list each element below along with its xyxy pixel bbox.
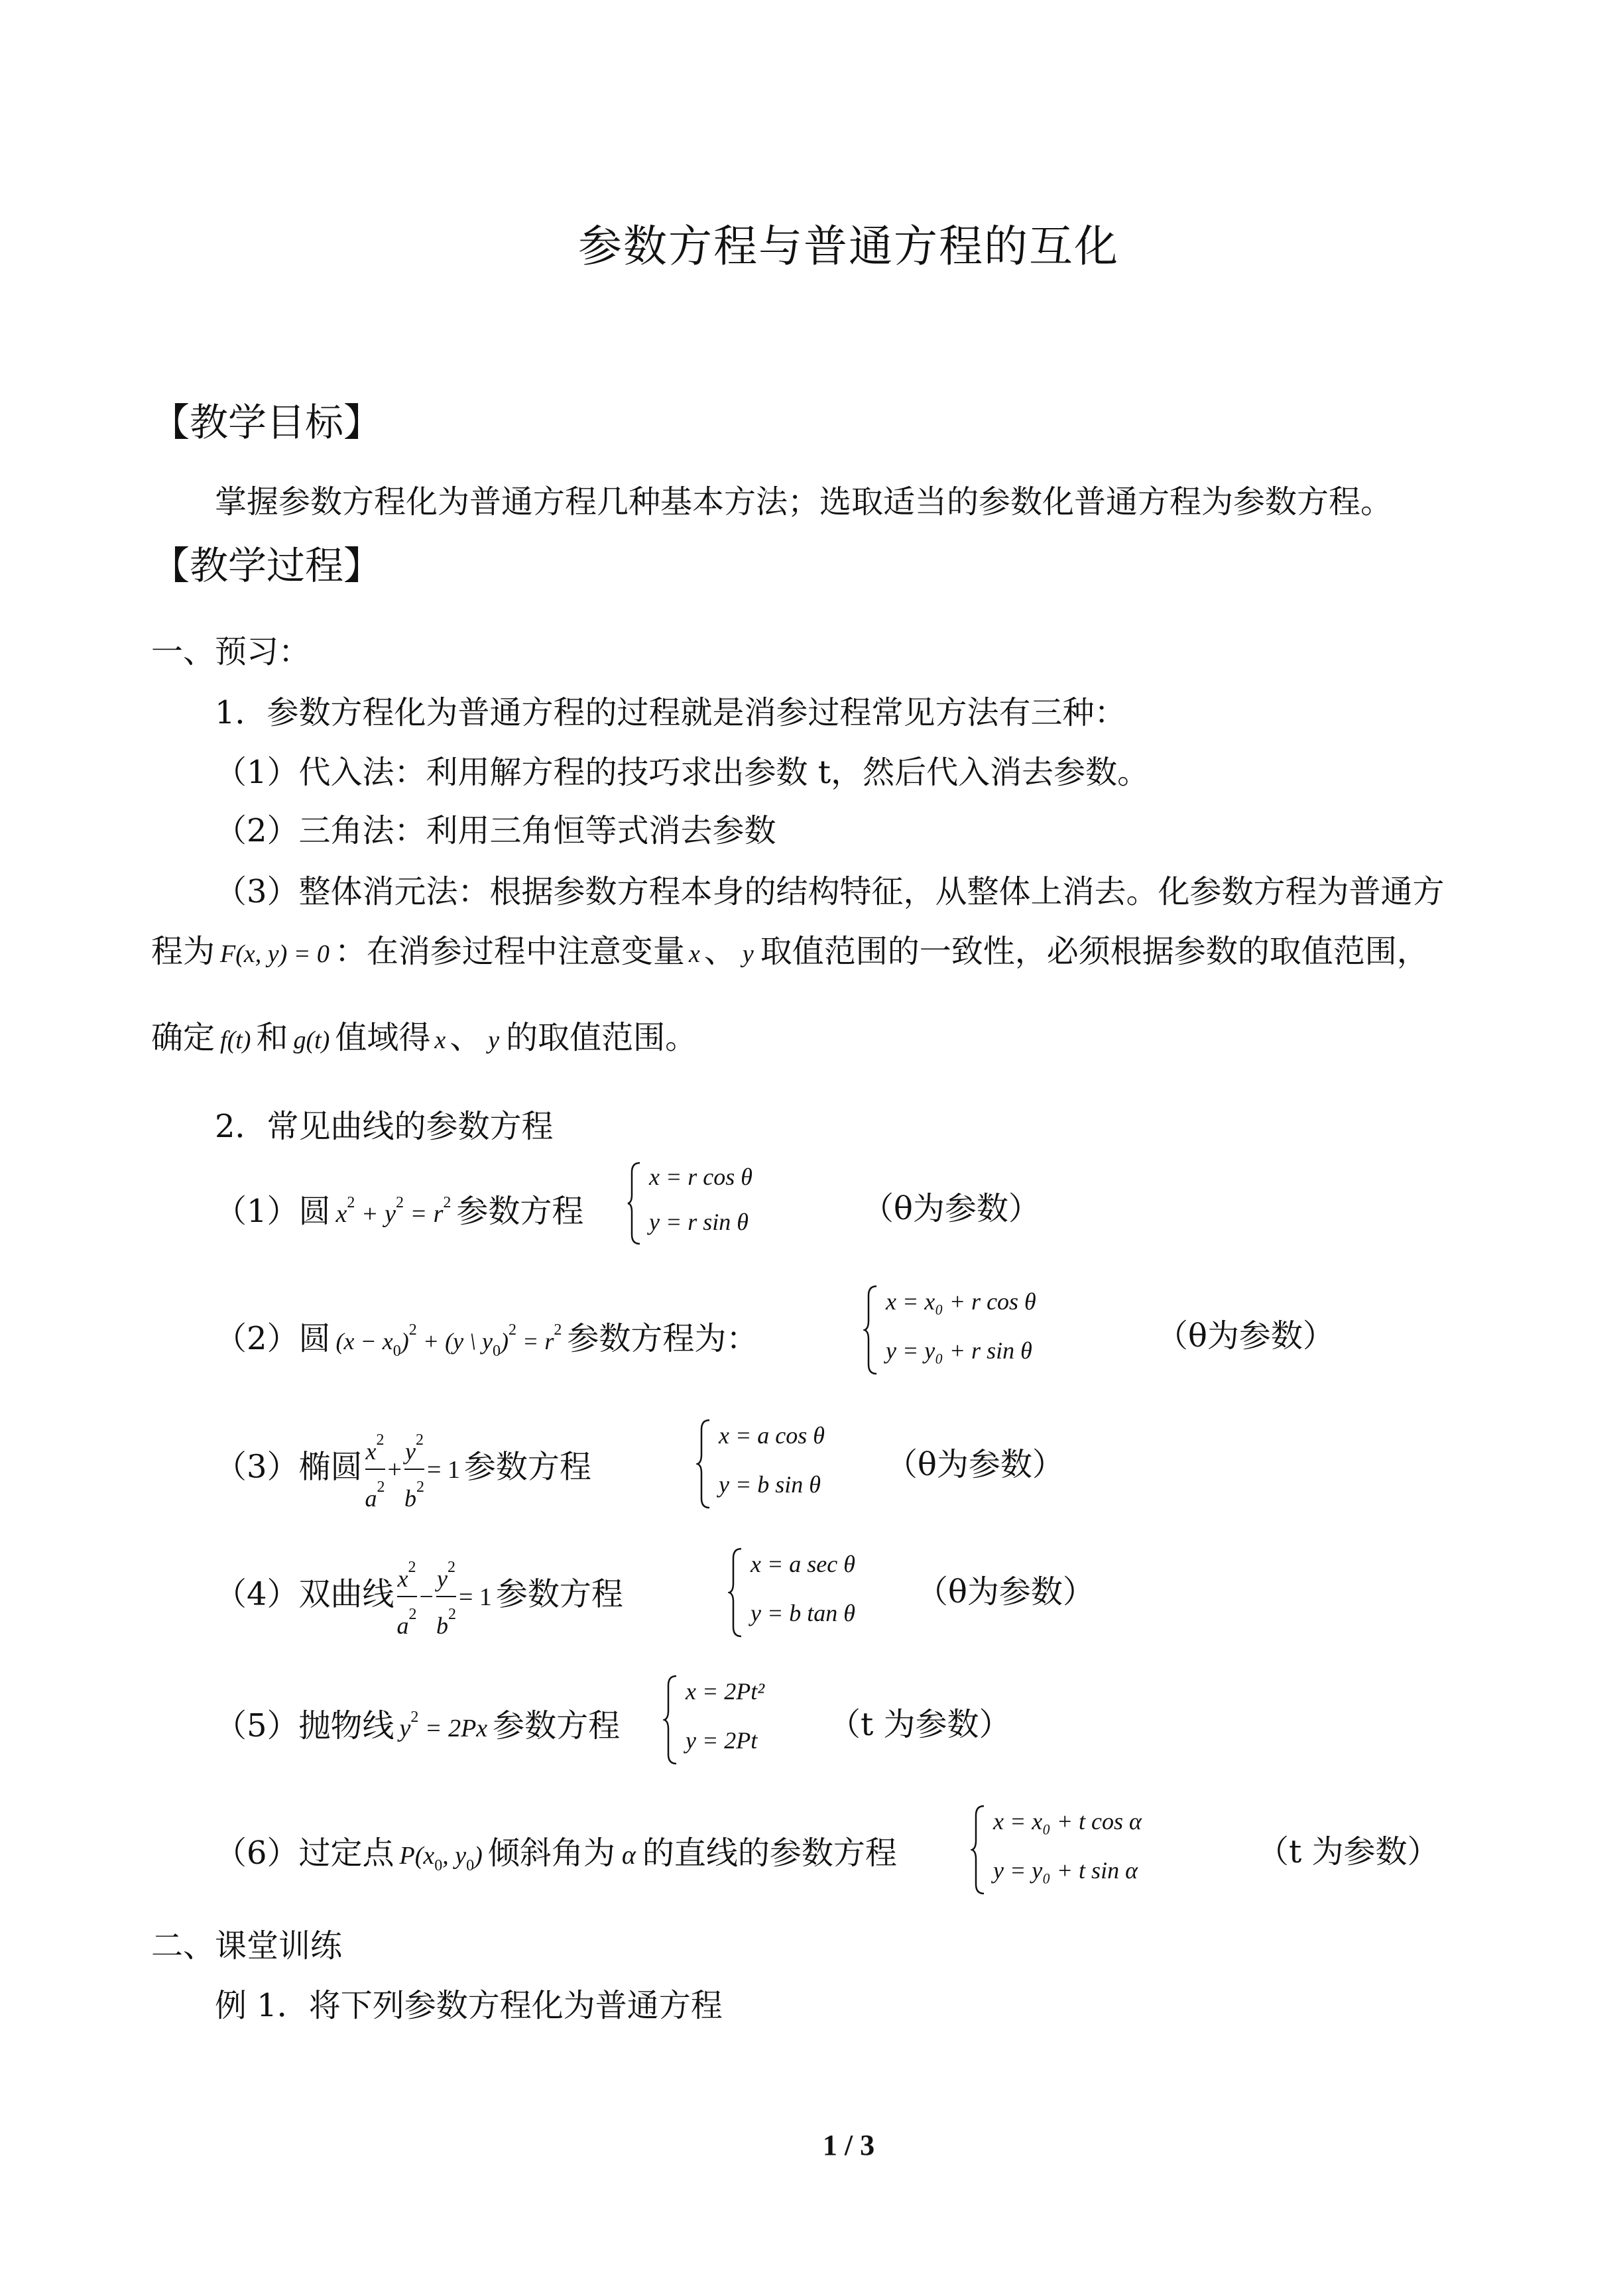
curve-line — [215, 1827, 897, 1875]
parameter-note: （θ为参数） — [862, 1190, 1040, 1227]
circle-shifted-equation: $(x - x_0)^2 + (y$ \ $y_0)^2 = r^2$ — [335, 1321, 562, 1360]
parameter-note: （θ为参数） — [1156, 1317, 1335, 1355]
parameter-note: （t 为参数） — [1257, 1833, 1439, 1870]
curve-label: （2）圆 — [215, 1320, 331, 1357]
equation-y: y = b sin θ — [719, 1471, 821, 1498]
method-holistic-line3 — [151, 1012, 697, 1057]
circle-system — [627, 1160, 799, 1246]
preview-item-1: 1．参数方程化为普通方程的过程就是消参过程常见方法有三种： — [215, 694, 1126, 731]
text-fragment: 的取值范围。 — [506, 1019, 697, 1056]
curve-text: 参数方程 — [495, 1575, 623, 1613]
page-number: 1 / 3 — [822, 2129, 875, 2161]
fixed-point: $P(x_0$, $y_0$) — [399, 1842, 483, 1874]
section-heading-process: 【教学过程】 — [151, 543, 383, 588]
equation-x: x = r cos θ — [649, 1164, 752, 1190]
ellipse-system — [696, 1418, 869, 1510]
variable-y: y — [488, 1026, 500, 1054]
preview-heading: 一、预习： — [151, 633, 311, 670]
curve-label: （4）双曲线 — [215, 1575, 394, 1613]
equation-y: y = r sin θ — [649, 1209, 749, 1235]
curve-label: （6）过定点 — [215, 1835, 394, 1872]
practice-heading: 二、课堂训练 — [151, 1927, 343, 1964]
angle-alpha: α — [621, 1840, 636, 1870]
curve-text: 参数方程 — [463, 1448, 591, 1486]
text-fragment: 值域得 — [335, 1019, 431, 1056]
text-fragment: ：在消参过程中注意变量 — [334, 933, 685, 970]
equation-y: y = y₀ + r sin θ — [886, 1337, 1032, 1364]
text-fragment: 取值范围的一致性，必须根据参数的取值范围， — [760, 933, 1429, 970]
equation-y: y = y₀ + t sin α — [993, 1857, 1138, 1884]
equation-F: F(x, y) = 0 — [220, 940, 330, 968]
fraction-x2-a2: $\frac{x^2}{a^2}$ — [396, 1559, 417, 1639]
curve-parabola — [215, 1700, 620, 1746]
equation-y: y = b tan θ — [751, 1600, 855, 1626]
curve-text: 的直线的参数方程 — [642, 1835, 897, 1872]
brace-icon — [663, 1673, 679, 1766]
variable-x: x — [688, 940, 700, 968]
equation-x: x = x₀ + t cos α — [993, 1808, 1142, 1835]
goal-paragraph: 掌握参数方程化为普通方程几种基本方法；选取适当的参数化普通方程为参数方程。 — [215, 483, 1393, 520]
fraction-y2-b2: $\frac{y^2}{b^2}$ — [436, 1559, 456, 1639]
method-substitution: （1）代入法：利用解方程的技巧求出参数 t，然后代入消去参数。 — [215, 754, 1150, 791]
method-holistic: （3）整体消元法：根据参数方程本身的结构特征，从整体上消去。化参数方程为普通方 — [215, 873, 1445, 910]
circle-equation: $x^2 + y^2 = r^2$ — [335, 1194, 451, 1228]
function-g: g(t) — [293, 1026, 330, 1054]
curve-hyperbola: （4）双曲线 $\frac{x^2}{a^2}$ − $\frac{y^2}{b^2}$ = 1 参数方程 — [215, 1550, 623, 1643]
parabola-system — [663, 1673, 835, 1766]
fraction-y2-b2: $\frac{y^2}{b^2}$ — [404, 1431, 424, 1512]
brace-icon — [728, 1546, 744, 1639]
curve-label: （1）圆 — [215, 1193, 331, 1230]
brace-icon — [627, 1160, 642, 1246]
text-fragment: 程为 — [151, 933, 215, 970]
section-heading-goals: 【教学目标】 — [151, 400, 383, 445]
curve-text: 参数方程 — [456, 1193, 584, 1230]
curve-label: （5）抛物线 — [215, 1707, 394, 1744]
curve-text: 参数方程为： — [567, 1320, 758, 1357]
brace-icon — [696, 1418, 712, 1510]
brace-icon — [863, 1284, 879, 1376]
fraction-x2-a2: $\frac{x^2}{a^2}$ — [365, 1431, 385, 1512]
separator: 、 — [450, 1019, 482, 1056]
equation-x: x = a cos θ — [719, 1422, 825, 1449]
brace-icon — [971, 1803, 987, 1896]
curve-text: 参数方程 — [493, 1707, 621, 1744]
curve-text: 倾斜角为 — [487, 1835, 615, 1872]
variable-x: x — [434, 1026, 446, 1054]
separator: 、 — [703, 933, 736, 970]
method-holistic-line2 — [151, 926, 1429, 971]
function-f: f(t) — [220, 1026, 251, 1054]
text-fragment: 确定 — [151, 1019, 215, 1056]
variable-y: y — [742, 940, 754, 968]
line-system — [971, 1803, 1209, 1896]
text-fragment: 和 — [256, 1019, 288, 1056]
example-1: 例 1．将下列参数方程化为普通方程 — [215, 1987, 723, 2024]
preview-item-2: 2．常见曲线的参数方程 — [215, 1108, 554, 1145]
circle-shifted-system — [863, 1284, 1102, 1376]
parameter-note: （t 为参数） — [829, 1706, 1011, 1743]
hyperbola-system — [728, 1546, 900, 1639]
parameter-note: （θ为参数） — [916, 1573, 1095, 1610]
parabola-equation: $y^2 = 2Px$ — [399, 1709, 488, 1742]
curve-circle-shifted — [215, 1313, 758, 1360]
equation-y: y = 2Pt — [686, 1727, 758, 1754]
method-trigonometric: （2）三角法：利用三角恒等式消去参数 — [215, 812, 776, 849]
parameter-note: （θ为参数） — [886, 1446, 1064, 1483]
curve-circle — [215, 1185, 583, 1231]
equation-x: x = a sec θ — [751, 1551, 855, 1577]
curve-label: （3）椭圆 — [215, 1448, 363, 1486]
page-title: 参数方程与普通方程的互化 — [578, 221, 1119, 272]
equation-x: x = x₀ + r cos θ — [886, 1288, 1036, 1315]
curve-ellipse: （3）椭圆 $\frac{x^2}{a^2}$ + $\frac{y^2}{b^2}$ = 1 参数方程 — [215, 1423, 591, 1516]
equation-x: x = 2Pt² — [686, 1678, 765, 1705]
